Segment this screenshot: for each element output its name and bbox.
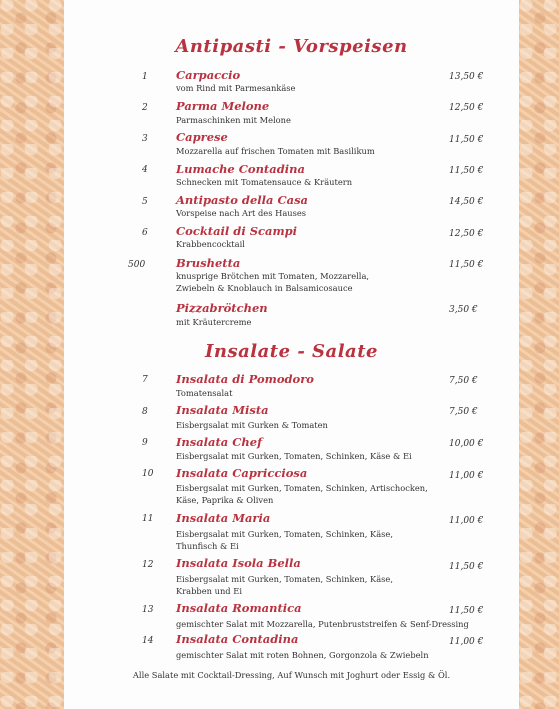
item-number: 5 bbox=[142, 197, 148, 207]
item-number: 3 bbox=[142, 134, 148, 144]
item-number: 4 bbox=[142, 165, 148, 175]
item-price: 11,50 € bbox=[449, 562, 484, 572]
item-price: 3,50 € bbox=[449, 305, 478, 315]
item-price: 11,00 € bbox=[449, 516, 484, 526]
salad-dressing-note: Alle Salate mit Cocktail-Dressing, Auf Wunsch mit Joghurt oder Essig & Öl. bbox=[132, 670, 451, 680]
item-description: Tomatensalat bbox=[176, 388, 233, 398]
item-number: 8 bbox=[142, 407, 148, 417]
item-description: Vorspeise nach Art des Hauses bbox=[176, 208, 307, 218]
item-name: Insalata Chef bbox=[176, 435, 263, 449]
item-price: 10,00 € bbox=[449, 439, 484, 449]
item-name: Parma Melone bbox=[176, 99, 270, 113]
item-name: Insalata Capricciosa bbox=[176, 466, 308, 480]
item-description: Eisbergsalat mit Gurken, Tomaten, Schinken, Käse & Ei bbox=[176, 451, 412, 461]
item-number: 7 bbox=[142, 375, 148, 385]
item-description-line2: Krabben und Ei bbox=[176, 586, 242, 596]
item-name: Antipasto della Casa bbox=[176, 193, 308, 207]
item-price: 7,50 € bbox=[449, 407, 478, 417]
menu-page bbox=[64, 0, 519, 709]
item-description: knusprige Brötchen mit Tomaten, Mozzarella, bbox=[176, 271, 370, 281]
item-name: Cocktail di Scampi bbox=[176, 224, 298, 238]
item-price: 14,50 € bbox=[449, 197, 484, 207]
item-price: 12,50 € bbox=[449, 103, 484, 113]
item-name: Insalata Isola Bella bbox=[176, 556, 301, 570]
item-price: 11,50 € bbox=[449, 135, 484, 145]
item-description: gemischter Salat mit roten Bohnen, Gorgonzola & Zwiebeln bbox=[176, 650, 429, 660]
item-name: Caprese bbox=[176, 130, 228, 144]
item-description: Eisbergsalat mit Gurken, Tomaten, Schinken, Käse, bbox=[176, 529, 393, 539]
item-description: Mozzarella auf frischen Tomaten mit Basilikum bbox=[176, 146, 375, 156]
item-name: Insalata Romantica bbox=[176, 601, 302, 615]
item-price: 13,50 € bbox=[449, 72, 484, 82]
item-name: Insalata Maria bbox=[176, 511, 271, 525]
item-price: 7,50 € bbox=[449, 376, 478, 386]
item-number: 11 bbox=[142, 514, 154, 524]
item-description: gemischter Salat mit Mozzarella, Putenbruststreifen & Senf-Dressing bbox=[176, 619, 469, 629]
item-name: Insalata di Pomodoro bbox=[176, 372, 314, 386]
item-description: Krabbencocktail bbox=[176, 239, 245, 249]
item-name: Insalata Contadina bbox=[176, 632, 299, 646]
item-price: 11,50 € bbox=[449, 166, 484, 176]
item-name: Carpaccio bbox=[176, 68, 241, 82]
item-description-line2: Zwiebeln & Knoblauch in Balsamicosauce bbox=[176, 283, 353, 293]
item-number: 1 bbox=[142, 72, 148, 82]
item-description: mit Kräutercreme bbox=[176, 317, 252, 327]
decorative-border-left bbox=[0, 0, 64, 709]
item-description: Eisbergsalat mit Gurken, Tomaten, Schinken, Artischocken, bbox=[176, 483, 428, 493]
item-number: 500 bbox=[128, 260, 146, 270]
item-name: Pizzabrötchen bbox=[176, 301, 268, 315]
item-description-line2: Thunfisch & Ei bbox=[176, 541, 239, 551]
item-price: 12,50 € bbox=[449, 229, 484, 239]
item-number: 13 bbox=[142, 605, 154, 615]
item-description: vom Rind mit Parmesankäse bbox=[176, 83, 296, 93]
item-number: 14 bbox=[142, 636, 154, 646]
item-description: Eisbergsalat mit Gurken, Tomaten, Schinken, Käse, bbox=[176, 574, 393, 584]
section-title-antipasti: Antipasti - Vorspeisen bbox=[175, 36, 408, 57]
item-number: 12 bbox=[142, 560, 154, 570]
item-price: 11,50 € bbox=[449, 606, 484, 616]
item-description-line2: Käse, Paprika & Oliven bbox=[176, 495, 274, 505]
item-price: 11,00 € bbox=[449, 471, 484, 481]
item-description: Eisbergsalat mit Gurken & Tomaten bbox=[176, 420, 328, 430]
item-number: 2 bbox=[142, 103, 148, 113]
item-price: 11,00 € bbox=[449, 637, 484, 647]
item-name: Insalata Mista bbox=[176, 403, 269, 417]
item-number: 6 bbox=[142, 228, 148, 238]
item-number: 9 bbox=[142, 438, 148, 448]
item-description: Schnecken mit Tomatensauce & Kräutern bbox=[176, 177, 353, 187]
section-title-salate: Insalate - Salate bbox=[204, 341, 378, 362]
item-number: 10 bbox=[142, 469, 154, 479]
item-name: Brushetta bbox=[176, 256, 241, 270]
decorative-border-right bbox=[519, 0, 559, 709]
item-name: Lumache Contadina bbox=[176, 162, 305, 176]
item-price: 11,50 € bbox=[449, 260, 484, 270]
item-description: Parmaschinken mit Melone bbox=[176, 115, 291, 125]
